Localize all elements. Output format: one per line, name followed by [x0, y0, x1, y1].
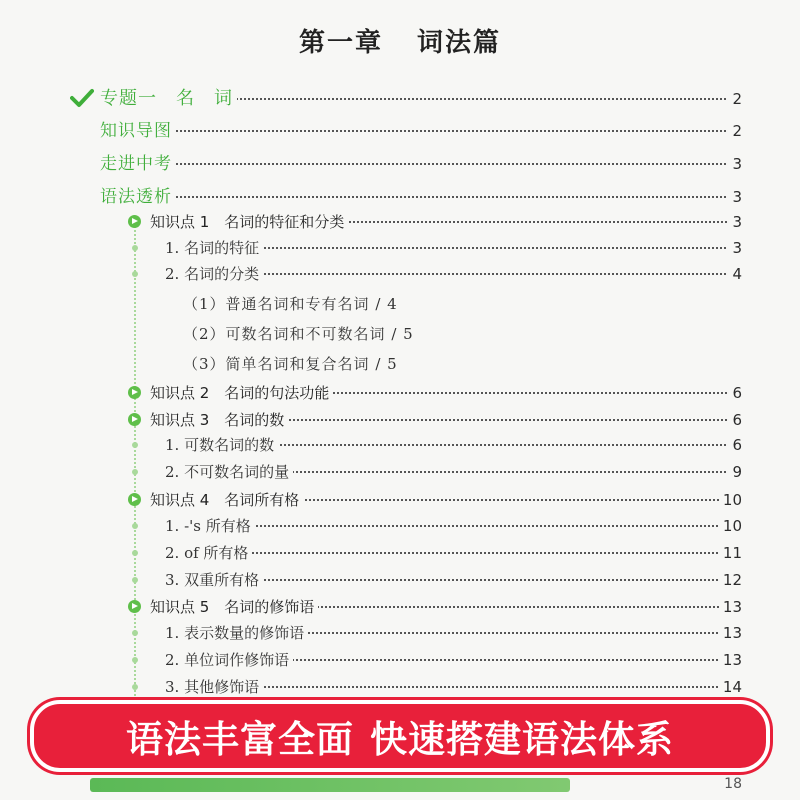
toc-label: 知识点 5 名词的修饰语 [150, 594, 318, 620]
toc-page: 14 [719, 674, 742, 700]
chapter-title [0, 22, 800, 59]
toc-label: 2. 名词的分类 [165, 261, 263, 287]
toc-sub-row[interactable] [0, 620, 800, 646]
toc-page: 12 [719, 567, 742, 593]
footer-page-number: 18 [724, 776, 742, 792]
toc-section-row[interactable] [0, 118, 800, 144]
toc-subsub-row[interactable] [0, 291, 800, 317]
toc-label: 2. of 所有格 [165, 540, 252, 566]
toc-label: 1. 可数名词的数 [165, 432, 278, 458]
toc-page: 10 [719, 513, 742, 539]
toc-page: 9 [728, 459, 742, 485]
toc-page: 2 [728, 86, 742, 112]
toc-label: 3. 其他修饰语 [165, 674, 263, 700]
toc-knowledge-point-row[interactable] [0, 407, 800, 433]
banner-text-left: 语法丰富全面 [126, 718, 354, 761]
toc-subsub-row[interactable] [0, 351, 800, 377]
toc-page: 10 [719, 487, 742, 513]
toc-knowledge-point-row[interactable] [0, 487, 800, 513]
promo-banner [30, 700, 770, 772]
toc-page: 11 [719, 540, 742, 566]
toc-topic-row[interactable] [0, 86, 800, 112]
toc-label: 2. 不可数名词的量 [165, 459, 293, 485]
toc-label: 1. -'s 所有格 [165, 513, 255, 539]
toc-sub-row[interactable] [0, 540, 800, 566]
toc-knowledge-point-row[interactable] [0, 380, 800, 406]
toc-label: 2. 单位词作修饰语 [165, 647, 293, 673]
toc-sub-row[interactable] [0, 513, 800, 539]
toc-label: 知识点 2 名词的句法功能 [150, 380, 333, 406]
toc-sub-row[interactable] [0, 567, 800, 593]
toc-sub-row[interactable] [0, 459, 800, 485]
toc-label: （1）普通名词和专有名词 / 4 [183, 291, 402, 317]
toc-page: 2 [728, 118, 742, 144]
toc-label: 知识点 4 名词所有格 [150, 487, 303, 513]
chapter-number: 第一章 [298, 28, 383, 58]
toc-page: 3 [728, 235, 742, 261]
toc-section-row[interactable] [0, 184, 800, 210]
toc-label: （3）简单名词和复合名词 / 5 [183, 351, 402, 377]
toc-page: 6 [728, 407, 742, 433]
toc-page: 3 [728, 184, 742, 210]
toc-page: 6 [728, 432, 742, 458]
toc-label: 1. 名词的特征 [165, 235, 263, 261]
toc-label: 3. 双重所有格 [165, 567, 263, 593]
toc-sub-row[interactable] [0, 647, 800, 673]
toc-sub-row[interactable] [0, 674, 800, 700]
toc-sub-row[interactable] [0, 432, 800, 458]
toc-page: 13 [719, 620, 742, 646]
toc-label: 语法透析 [100, 184, 176, 210]
toc-sub-row[interactable] [0, 261, 800, 287]
toc-page: 13 [719, 647, 742, 673]
toc-section-row[interactable] [0, 151, 800, 177]
toc-label: 知识导图 [100, 118, 176, 144]
toc-label: 走进中考 [100, 151, 176, 177]
footer-green-strip [90, 778, 570, 792]
toc-label: 知识点 1 名词的特征和分类 [150, 209, 348, 235]
toc-label: 知识点 3 名词的数 [150, 407, 288, 433]
toc-label: 专题一 名 词 [100, 86, 237, 112]
toc-page: 4 [728, 261, 742, 287]
toc-label: 1. 表示数量的修饰语 [165, 620, 308, 646]
toc-knowledge-point-row[interactable] [0, 594, 800, 620]
toc-label: （2）可数名词和不可数名词 / 5 [183, 321, 418, 347]
chapter-name: 词法篇 [417, 28, 502, 58]
toc-subsub-row[interactable] [0, 321, 800, 347]
toc-knowledge-point-row[interactable] [0, 209, 800, 235]
toc-page: 13 [719, 594, 742, 620]
toc-sub-row[interactable] [0, 235, 800, 261]
banner-text-right: 快速搭建语法体系 [370, 718, 674, 761]
toc-page: 3 [728, 209, 742, 235]
toc-page: 6 [728, 380, 742, 406]
toc-page: 3 [728, 151, 742, 177]
